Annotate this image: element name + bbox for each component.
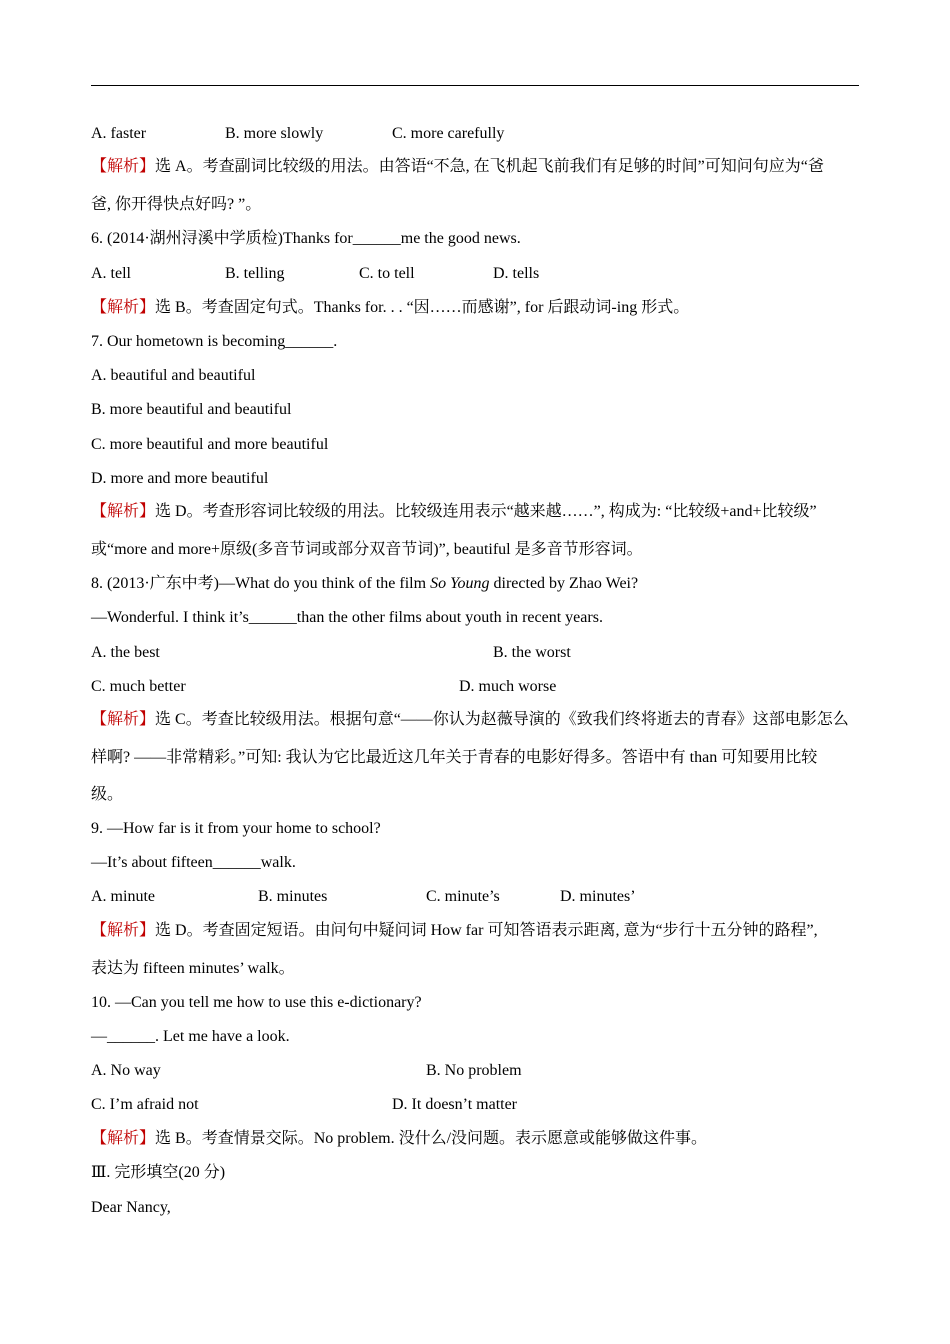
q9-answer-line: —It’s about fifteen______walk. — [91, 854, 296, 871]
q9-explanation-line2: 表达为 fifteen minutes’ walk。 — [91, 960, 295, 977]
q9-explanation-line1: 【解析】选 D。考查固定短语。由问句中疑问词 How far 可知答语表示距离, 意为“步行十五分钟的路程”, — [91, 922, 818, 939]
section-heading: Ⅲ. 完形填空(20 分) — [91, 1164, 226, 1181]
q6-option-b: B. telling — [225, 265, 285, 282]
analysis-tag: 【解析】 — [91, 503, 156, 520]
q9-option-d: D. minutes’ — [560, 888, 636, 905]
q7-option-a: A. beautiful and beautiful — [91, 367, 256, 384]
analysis-tag: 【解析】 — [91, 922, 156, 939]
q8-explanation-line3: 级。 — [91, 786, 124, 803]
letter-greeting: Dear Nancy, — [91, 1199, 171, 1216]
q10-stem: 10. —Can you tell me how to use this e-dictionary? — [91, 994, 422, 1011]
analysis-tag: 【解析】 — [91, 1130, 156, 1147]
q7-explanation-line2: 或“more and more+原级(多音节词或部分双音节词)”, beautiful 是多音节形容词。 — [91, 541, 643, 558]
q8-stem: 8. (2013·广东中考)—What do you think of the film So Young directed by Zhao Wei? — [91, 575, 639, 592]
q10-answer-line: —______. Let me have a look. — [91, 1028, 290, 1045]
analysis-tag: 【解析】 — [91, 299, 156, 316]
q8-option-a: A. the best — [91, 644, 160, 661]
analysis-tag: 【解析】 — [91, 711, 156, 728]
q10-option-d: D. It doesn’t matter — [392, 1096, 518, 1113]
q8-answer-line: —Wonderful. I think it’s______than the other films about youth in recent years. — [91, 609, 603, 626]
q10-explanation: 【解析】选 B。考查情景交际。No problem. 没什么/没问题。表示愿意或能够做这件事。 — [91, 1130, 708, 1147]
q8-option-d: D. much worse — [459, 678, 557, 695]
q9-stem: 9. —How far is it from your home to school? — [91, 820, 381, 837]
film-title: So Young — [430, 575, 490, 592]
q9-option-c: C. minute’s — [426, 888, 500, 905]
q8-option-b: B. the worst — [493, 644, 571, 661]
q9-option-a: A. minute — [91, 888, 155, 905]
q7-option-d: D. more and more beautiful — [91, 470, 269, 487]
q8-explanation-line2: 样啊? ——非常精彩。”可知: 我认为它比最近这几年关于青春的电影好得多。答语中有 than 可知要用比较 — [91, 749, 818, 766]
q6-stem: 6. (2014·湖州浔溪中学质检)Thanks for______me the good news. — [91, 230, 521, 247]
q5-option-b: B. more slowly — [225, 125, 324, 142]
q6-option-c: C. to tell — [359, 265, 415, 282]
q7-explanation-line1: 【解析】选 D。考查形容词比较级的用法。比较级连用表示“越来越……”, 构成为: “比较级+and+比较级” — [91, 503, 817, 520]
q8-option-c: C. much better — [91, 678, 186, 695]
q5-option-a: A. faster — [91, 125, 147, 142]
q7-stem: 7. Our hometown is becoming______. — [91, 333, 338, 350]
q10-option-c: C. I’m afraid not — [91, 1096, 199, 1113]
q8-explanation-line1: 【解析】选 C。考查比较级用法。根据句意“——你认为赵薇导演的《致我们终将逝去的青春》这部电影怎么 — [91, 711, 849, 728]
q5-explanation-line1: 【解析】选 A。考查副词比较级的用法。由答语“不急, 在飞机起飞前我们有足够的时间”可知问句应为“爸 — [91, 158, 824, 175]
q5-explanation-line2: 爸, 你开得快点好吗? ”。 — [91, 196, 262, 213]
q6-explanation: 【解析】选 B。考查固定句式。Thanks for. . . “因……而感谢”, for 后跟动词-ing 形式。 — [91, 299, 690, 316]
q7-option-c: C. more beautiful and more beautiful — [91, 436, 329, 453]
header-rule — [91, 85, 859, 86]
q6-option-d: D. tells — [493, 265, 540, 282]
analysis-tag: 【解析】 — [91, 158, 156, 175]
q9-option-b: B. minutes — [258, 888, 328, 905]
q7-option-b: B. more beautiful and beautiful — [91, 401, 292, 418]
q10-option-a: A. No way — [91, 1062, 161, 1079]
q5-option-c: C. more carefully — [392, 125, 505, 142]
q6-option-a: A. tell — [91, 265, 131, 282]
q10-option-b: B. No problem — [426, 1062, 522, 1079]
